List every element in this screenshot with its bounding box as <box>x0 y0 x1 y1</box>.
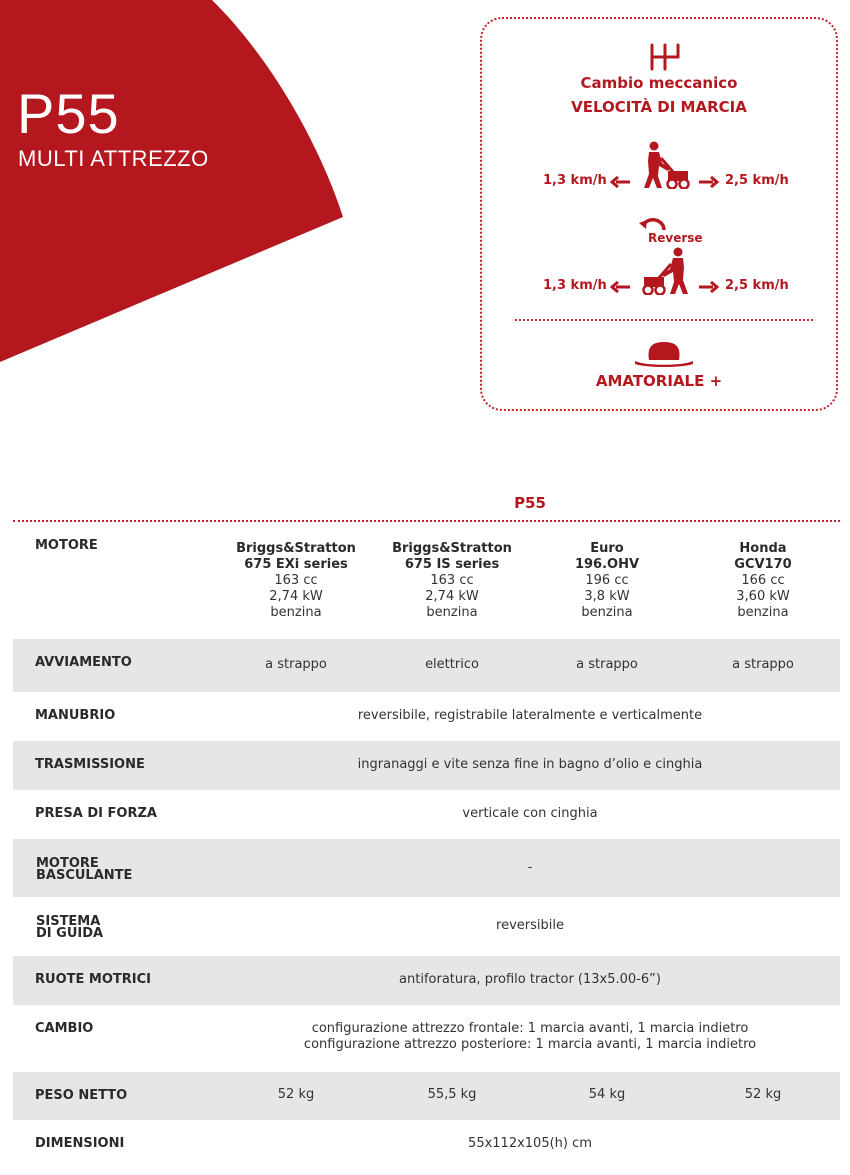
table-cell: ingranaggi e vite senza fine in bagno d’olio e cinghia <box>357 757 703 772</box>
row-cambio <box>13 1005 840 1072</box>
table-cell: elettrico <box>425 657 479 672</box>
hero-banner <box>0 0 345 365</box>
row-dimensioni <box>13 1120 840 1175</box>
table-cell: 55,5 kg <box>427 1087 477 1102</box>
table-cell: reversibile, registrabile lateralmente e verticalmente <box>357 708 703 723</box>
engine-cell <box>537 541 677 621</box>
row-label <box>36 858 132 882</box>
product-title: P55 <box>17 82 120 145</box>
engine-model: 675 EXi series <box>244 557 348 572</box>
table-cell: - <box>527 860 533 875</box>
reverse-speed-max: 2,5 km/h <box>725 278 789 293</box>
engine-kw: 2,74 kW <box>425 589 479 604</box>
row-motore <box>13 523 840 639</box>
row-label <box>36 916 103 940</box>
table-cell: a strappo <box>576 657 638 672</box>
engine-fuel: benzina <box>426 605 478 620</box>
walk-behind-mower-forward-icon <box>640 141 690 189</box>
table-cell: 55x112x105(h) cm <box>468 1136 592 1151</box>
engine-brand: Euro <box>590 541 624 556</box>
row-label-line: DI GUIDA <box>36 926 104 941</box>
engine-kw: 3,60 kW <box>736 589 790 604</box>
row-ruote-motrici <box>13 956 840 1005</box>
row-label: DIMENSIONI <box>35 1136 125 1151</box>
engine-kw: 2,74 kW <box>269 589 323 604</box>
row-avviamento <box>13 639 840 692</box>
engine-cc: 166 cc <box>741 573 785 588</box>
engine-kw: 3,8 kW <box>584 589 630 604</box>
row-sistema-di-guida <box>13 897 840 956</box>
arrow-left-icon <box>610 281 630 293</box>
arrow-right-icon <box>699 281 719 293</box>
engine-cc: 196 cc <box>585 573 629 588</box>
engine-brand: Briggs&Stratton <box>392 541 512 556</box>
engine-fuel: benzina <box>581 605 633 620</box>
engine-cc: 163 cc <box>274 573 318 588</box>
row-label: RUOTE MOTRICI <box>35 972 151 987</box>
cambio-line: configurazione attrezzo frontale: 1 marcia avanti, 1 marcia indietro <box>311 1021 749 1036</box>
row-label: AVVIAMENTO <box>35 655 132 670</box>
engine-cell <box>693 541 833 621</box>
row-presa-di-forza <box>13 790 840 839</box>
gearbox-icon <box>648 42 682 72</box>
hat-icon <box>633 340 695 368</box>
forward-speed-max: 2,5 km/h <box>725 173 789 188</box>
speed-heading: VELOCITÀ DI MARCIA <box>571 98 747 116</box>
gearbox-type: Cambio meccanico <box>580 74 738 92</box>
engine-cell <box>382 541 522 621</box>
row-label: CAMBIO <box>35 1021 94 1036</box>
row-label: PRESA DI FORZA <box>35 806 157 821</box>
cambio-line: configurazione attrezzo posteriore: 1 marcia avanti, 1 marcia indietro <box>303 1037 757 1052</box>
table-cell: 52 kg <box>277 1087 315 1102</box>
engine-brand: Briggs&Stratton <box>236 541 356 556</box>
table-header-separator <box>13 520 840 522</box>
reverse-speed-min: 1,3 km/h <box>543 278 607 293</box>
arrow-left-icon <box>610 176 630 188</box>
table-cell: verticale con cinghia <box>462 806 598 821</box>
product-subtitle: MULTI ATTREZZO <box>18 146 209 171</box>
user-level: AMATORIALE + <box>595 372 723 390</box>
row-label-line: SISTEMA <box>36 914 101 929</box>
forward-speed-min: 1,3 km/h <box>543 173 607 188</box>
engine-model: 675 IS series <box>404 557 500 572</box>
row-label: MOTORE <box>35 538 98 553</box>
table-cell: reversibile <box>496 918 564 933</box>
row-label-line: MOTORE <box>36 856 99 871</box>
engine-cell <box>226 541 366 621</box>
row-label: TRASMISSIONE <box>35 757 145 772</box>
engine-cc: 163 cc <box>430 573 474 588</box>
row-label: MANUBRIO <box>35 708 116 723</box>
arrow-right-icon <box>699 176 719 188</box>
model-column-header: P55 <box>514 494 546 512</box>
table-cell: a strappo <box>265 657 327 672</box>
engine-brand: Honda <box>739 541 787 556</box>
row-label-line: BASCULANTE <box>36 868 133 883</box>
engine-fuel: benzina <box>737 605 789 620</box>
engine-model: 196.OHV <box>574 557 640 572</box>
info-separator <box>515 319 813 321</box>
engine-model: GCV170 <box>734 557 792 572</box>
row-motore-basculante <box>13 839 840 897</box>
reverse-label: Reverse <box>648 231 703 245</box>
features-box <box>480 17 838 411</box>
table-cell: 52 kg <box>744 1087 782 1102</box>
row-manubrio <box>13 692 840 741</box>
engine-fuel: benzina <box>270 605 322 620</box>
table-cell: 54 kg <box>588 1087 626 1102</box>
row-peso-netto <box>13 1072 840 1120</box>
table-cell: a strappo <box>732 657 794 672</box>
row-label: PESO NETTO <box>35 1088 128 1103</box>
table-cell <box>213 1021 847 1053</box>
walk-behind-mower-reverse-icon <box>642 247 692 295</box>
row-trasmissione <box>13 741 840 790</box>
table-cell: antiforatura, profilo tractor (13x5.00-6”) <box>399 972 661 987</box>
